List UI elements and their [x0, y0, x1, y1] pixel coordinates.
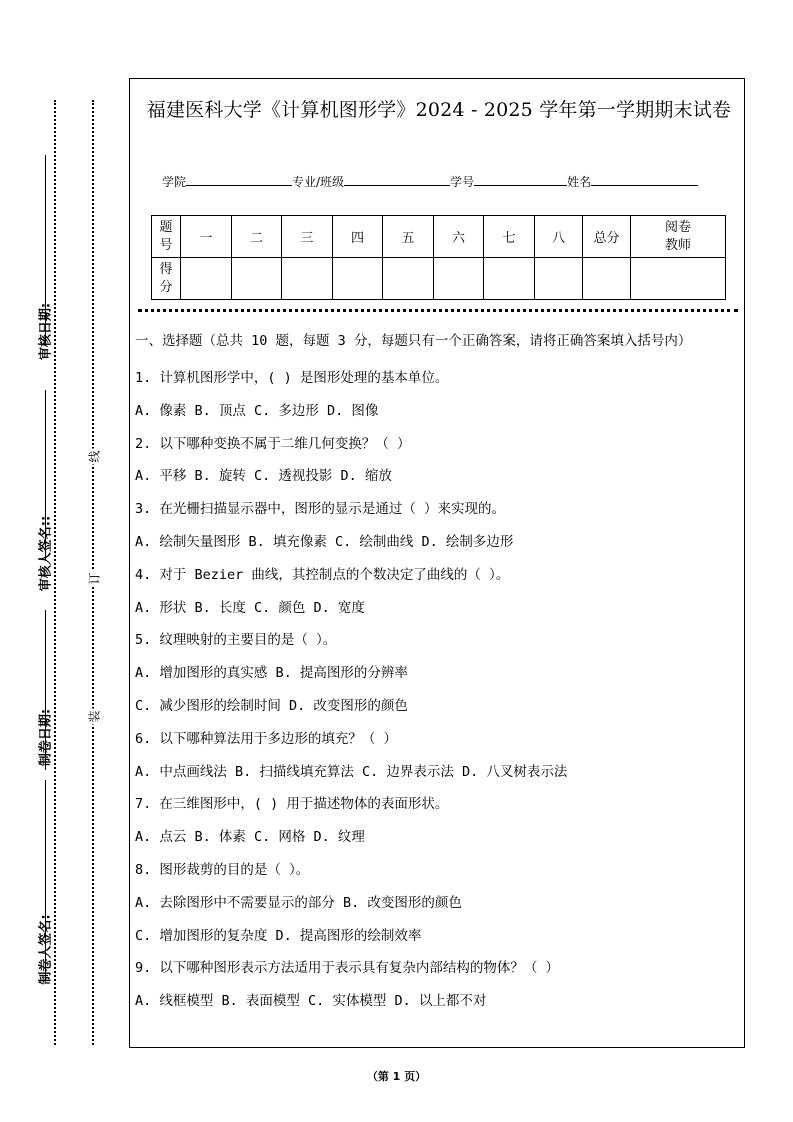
question-7-options: A. 点云 B. 体素 C. 网格 D. 纹理 — [135, 829, 365, 846]
score-cell-grader: 阅卷 教师 — [631, 216, 726, 258]
binding-char-install: 装 — [87, 710, 102, 723]
outer-dotted-line — [54, 100, 56, 1045]
question-1: 1. 计算机图形学中，( ) 是图形处理的基本单位。 — [135, 370, 449, 386]
score-input-q7[interactable] — [484, 258, 535, 300]
score-cell-q3: 三 — [282, 216, 333, 258]
score-cell-question-label: 题 号 — [152, 216, 181, 258]
question-6: 6. 以下哪种算法用于多边形的填充？（ ） — [135, 730, 398, 747]
score-input-grader[interactable] — [631, 258, 726, 300]
major-class-field[interactable] — [344, 173, 450, 186]
student-info-row — [162, 173, 698, 190]
exam-content — [135, 330, 741, 1018]
question-8: 8. 图形裁剪的目的是（ ）。 — [135, 861, 310, 878]
reviewer-sign-label: 审核人签名:: — [38, 515, 54, 592]
score-input-q2[interactable] — [232, 258, 282, 300]
score-cell-q1: 一 — [181, 216, 232, 258]
score-cell-total: 总分 — [583, 216, 631, 258]
student-id-field[interactable] — [474, 173, 567, 186]
question-1-options: A. 像素 B. 顶点 C. 多边形 D. 图像 — [135, 402, 379, 419]
question-9: 9. 以下哪种图形表示方法适用于表示具有复杂内部结构的物体？（ ） — [135, 960, 560, 977]
score-cell-q5: 五 — [383, 216, 434, 258]
student-id-label: 学号 — [450, 175, 475, 189]
score-table-score-row — [152, 258, 726, 300]
college-field[interactable] — [186, 173, 292, 186]
score-cell-q8: 八 — [535, 216, 583, 258]
question-3-options: A. 绘制矢量图形 B. 填充像素 C. 绘制曲线 D. 绘制多边形 — [135, 533, 514, 550]
question-8-options-a: A. 去除图形中不需要显示的部分 B. 改变图形的颜色 — [135, 894, 462, 911]
question-6-options: A. 中点画线法 B. 扫描线填充算法 C. 边界表示法 D. 八叉树表示法 — [135, 763, 568, 780]
question-5-options-a: A. 增加图形的真实感 B. 提高图形的分辨率 — [135, 665, 408, 682]
score-cell-score-label: 得 分 — [152, 258, 181, 300]
question-4-options: A. 形状 B. 长度 C. 颜色 D. 宽度 — [135, 599, 365, 616]
section-heading: 一、选择题（总共 10 题，每题 3 分，每题只有一个正确答案，请将正确答案填入括号内） — [135, 333, 692, 349]
name-field[interactable] — [591, 173, 698, 186]
question-8-options-b: C. 增加图形的复杂度 D. 提高图形的绘制效率 — [135, 927, 422, 944]
question-5-options-b: C. 减少图形的绘制时间 D. 改变图形的颜色 — [135, 697, 408, 714]
score-input-q8[interactable] — [535, 258, 583, 300]
question-2-options: A. 平移 B. 旋转 C. 透视投影 D. 缩放 — [135, 468, 392, 485]
score-input-q1[interactable] — [181, 258, 232, 300]
header-separator — [138, 309, 738, 312]
score-table-header-row — [152, 216, 726, 258]
question-4: 4. 对于 Bezier 曲线，其控制点的个数决定了曲线的（ ）。 — [135, 566, 510, 583]
binding-char-order: 订 — [87, 572, 102, 585]
reviewer-date-label: 审核日期: — [38, 302, 54, 361]
score-input-q6[interactable] — [434, 258, 484, 300]
score-input-total[interactable] — [583, 258, 631, 300]
score-cell-q6: 六 — [434, 216, 484, 258]
college-label: 学院 — [162, 175, 187, 189]
score-input-q3[interactable] — [282, 258, 333, 300]
exam-title: 福建医科大学《计算机图形学》2024 - 2025 学年第一学期期末试卷 — [146, 99, 732, 121]
score-cell-q7: 七 — [484, 216, 535, 258]
score-table — [151, 215, 726, 300]
page-number: （第 1 页） — [366, 1070, 427, 1083]
major-class-label: 专业/班级 — [292, 175, 345, 189]
binding-char-line: 线 — [87, 450, 102, 463]
question-9-options: A. 线框模型 B. 表面模型 C. 实体模型 D. 以上都不对 — [135, 993, 487, 1010]
score-input-q5[interactable] — [383, 258, 434, 300]
question-7: 7. 在三维图形中，( ) 用于描述物体的表面形状。 — [135, 796, 449, 813]
score-cell-q2: 二 — [232, 216, 282, 258]
maker-date-label: 制卷日期: — [38, 708, 54, 767]
question-3: 3. 在光栅扫描显示器中，图形的显示是通过（ ）来实现的。 — [135, 501, 506, 518]
question-2: 2. 以下哪种变换不属于二维几何变换？（ ） — [135, 435, 411, 452]
maker-sign-label: 制卷人签名: — [38, 914, 54, 985]
question-5: 5. 纹理映射的主要目的是（ ）。 — [135, 632, 337, 649]
name-label: 姓名 — [567, 175, 592, 189]
score-cell-q4: 四 — [333, 216, 383, 258]
score-input-q4[interactable] — [333, 258, 383, 300]
